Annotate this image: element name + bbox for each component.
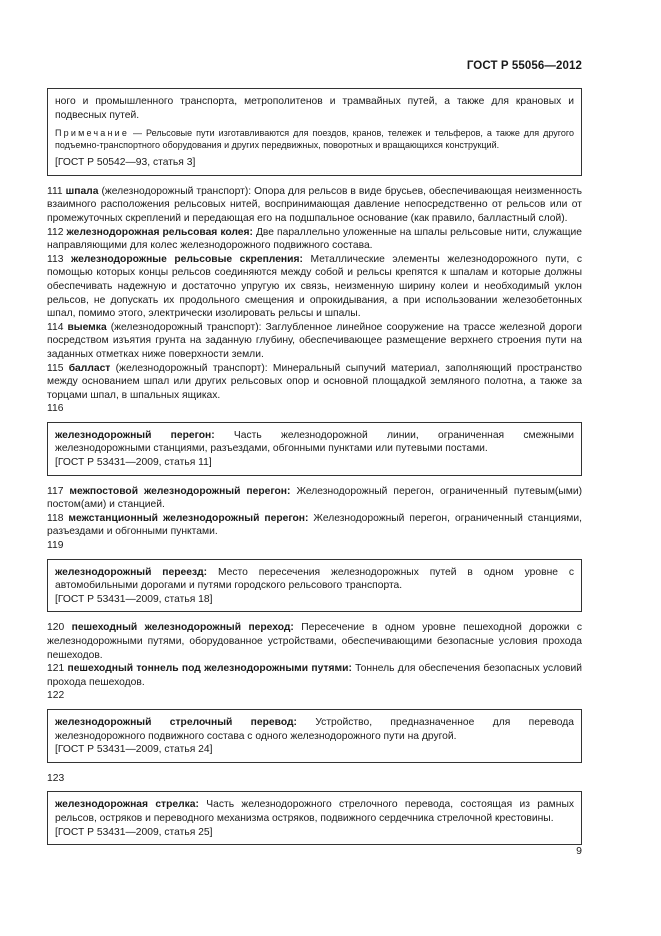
term-name: межстанционный железнодорожный перегон: — [68, 512, 309, 524]
term-definition: Две параллельно уложенные на шпалы рельсовые нити, служащие направляющими для колес железнодорожного подвижного состава. — [47, 226, 583, 252]
definition-box-116 — [47, 422, 582, 476]
term-entry-118 — [47, 512, 582, 539]
term-definition: Железнодорожный перегон, ограниченный путевым(ыми) постом(ами) и станцией. — [47, 485, 582, 511]
source-reference: [ГОСТ Р 53431—2009, статья 25] — [55, 826, 213, 838]
term-definition: Часть железнодорожной линии, ограниченная смежными железнодорожными станциями, разъездами, обгонными пунктами или путевыми постами. — [55, 429, 574, 455]
source-reference: [ГОСТ Р 53431—2009, статья 24] — [55, 744, 213, 756]
term-number: 111 — [47, 185, 66, 197]
term-definition: Металлические элементы железнодорожного пути, с помощью которых концы рельсов соединяются между собой и рельсы крепятся к шпалам и которые должны обеспечивать надежную и достаточно упругую их связь, неизменную ширину колеи и необходимый уклон рельсов, не допускать их продольного смещения и опрокидывания, а при использовании железобетонных шпал, помимо этого, электрически изолировать рельсы и шпалы. — [47, 253, 582, 320]
term-definition: (железнодорожный транспорт): Опора для рельсов в виде брусьев, обеспечивающая неизменность взаимного расположения рельсовых нитей, воспринимающая давление непосредственно от рельсов или от промежуточных скреплений и передающая его на подшпальное основание (как правило, балластный слой). — [47, 185, 582, 224]
note-text: — Рельсовые пути изготавливаются для поездов, кранов, тележек и тельферов, а также для другого подъемно-транспортного оборудования и других передвижных, поворотных и вращающихся конструкций. — [55, 128, 574, 151]
term-name: железнодорожные рельсовые скрепления: — [70, 253, 303, 265]
term-number-119: 119 — [47, 540, 64, 552]
term-name: железнодорожный переезд: — [55, 566, 208, 578]
definition-text — [55, 716, 574, 743]
term-name: шпала — [65, 185, 99, 197]
term-number: 121 — [47, 663, 68, 675]
term-number: 112 — [47, 226, 67, 238]
term-definition: Место пересечения железнодорожных путей в одном уровне с автомобильными дорогами и путями городского рельсового транспорта. — [55, 566, 575, 592]
definition-text — [55, 566, 574, 593]
term-entry-121 — [47, 662, 582, 689]
definition-box-122 — [47, 709, 582, 763]
term-name: пешеходный железнодорожный переход: — [71, 622, 294, 634]
term-entry-115 — [47, 362, 582, 403]
note-label: Примечание — [55, 128, 130, 139]
term-number: 115 — [47, 362, 69, 374]
term-definition: Пересечение в одном уровне пешеходной дорожки с железнодорожными путями, оборудованное устройствами, обеспечивающими безопасные условия прохода пешеходов. — [47, 622, 583, 661]
term-entry-113 — [47, 253, 582, 321]
term-name: железнодорожный перегон: — [55, 429, 215, 441]
definition-box-110-continued — [47, 88, 582, 176]
definition-box-119 — [47, 559, 582, 613]
term-definition: Устройство, предназначенное для перевода железнодорожного подвижного состава с одного железнодорожного пути на другой. — [55, 716, 574, 742]
term-entry-111 — [47, 185, 582, 226]
term-name: железнодорожный стрелочный перевод: — [55, 716, 297, 728]
term-number: 117 — [47, 485, 70, 497]
term-definition: (железнодорожный транспорт): Минеральный сыпучий материал, заполняющий пространство между основанием шпал или других рельсовых опор и основной площадкой земляного полотна, а также за торцами шпал, в шпальных ящиках. — [47, 362, 582, 401]
term-definition: (железнодорожный транспорт): Заглубленное линейное сооружение на трассе железной дороги посредством изъятия грунта на заданную глубину, обеспечивающее размещение верхнего строения пути на заданных отметках ниже поверхности земли. — [47, 321, 582, 360]
term-definition: Часть железнодорожного стрелочного перевода, состоящая из рамных рельсов, остряков и переводного механизма остряков, подвижного сердечника стрелочной крестовины. — [55, 799, 574, 824]
term-name: межпостовой железнодорожный перегон: — [69, 485, 291, 497]
term-number: 113 — [47, 253, 71, 265]
term-entry-112 — [47, 226, 582, 253]
definition-box-123 — [47, 791, 582, 845]
term-number: 114 — [47, 321, 68, 333]
document-code: ГОСТ Р 55056—2012 — [466, 60, 582, 72]
term-name: железнодорожная рельсовая колея: — [66, 226, 253, 238]
term-number: 120 — [47, 622, 72, 634]
term-entry-114 — [47, 321, 582, 362]
term-number-116: 116 — [47, 403, 64, 415]
term-name: пешеходный тоннель под железнодорожными путями: — [67, 663, 352, 675]
term-number-122: 122 — [47, 690, 65, 702]
source-reference: [ГОСТ Р 53431—2009, статья 11] — [55, 457, 212, 469]
term-name: балласт — [68, 362, 111, 374]
term-entry-120 — [47, 621, 582, 662]
term-number-123: 123 — [47, 772, 65, 784]
term-name: железнодорожная стрелка: — [55, 799, 199, 811]
term-definition: Железнодорожный перегон, ограниченный станциями, разъездами и обгонными пунктами. — [47, 512, 582, 538]
page-number: 9 — [576, 845, 582, 857]
definition-text — [55, 798, 574, 825]
definition-text: ного и промышленного транспорта, метрополитенов и трамвайных путей, а также для крановых и подвесных путей. — [55, 96, 574, 121]
definition-text — [55, 429, 574, 456]
term-name: выемка — [67, 321, 107, 333]
term-definition: Тоннель для обеспечения безопасных условий прохода пешеходов. — [47, 663, 582, 688]
document-body — [47, 88, 582, 845]
source-reference: [ГОСТ Р 50542—93, статья 3] — [55, 157, 196, 169]
note — [55, 127, 574, 151]
term-entry-117 — [47, 485, 582, 512]
source-reference: [ГОСТ Р 53431—2009, статья 18] — [55, 593, 213, 605]
term-number: 118 — [47, 512, 69, 524]
